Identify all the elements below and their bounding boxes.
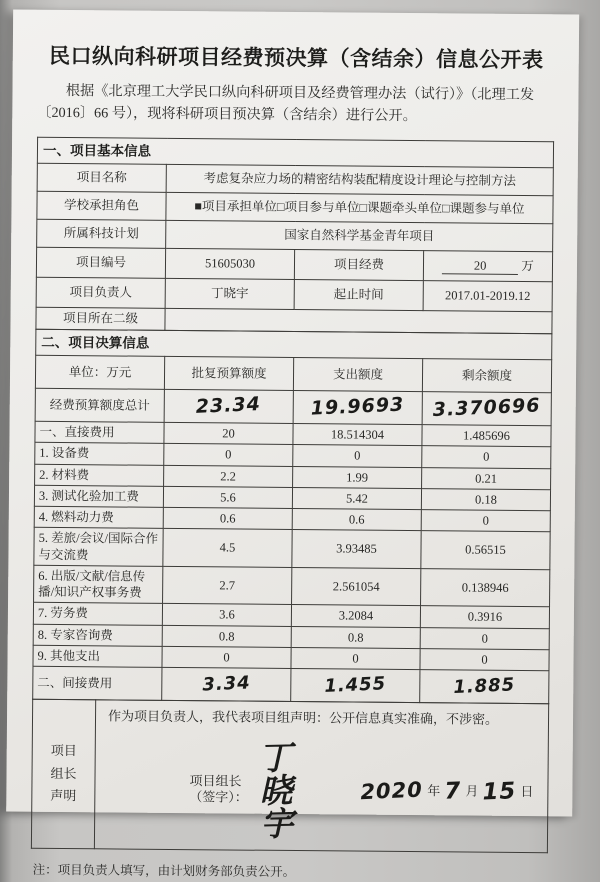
declaration-row xyxy=(31,699,548,852)
month-unit-label: 月 xyxy=(465,783,479,799)
declaration-side-label: 项目 组长 声明 xyxy=(31,699,95,848)
project-number-value: 51605030 xyxy=(165,248,294,279)
project-name-value: 考虑复杂应力场的精密结构装配精度设计理论与控制方法 xyxy=(166,164,553,195)
item-budget: 0.6 xyxy=(163,507,292,529)
item-remaining: 0 xyxy=(420,627,549,649)
program-value: 国家自然科学基金青年项目 xyxy=(166,220,553,251)
item-label: 4. 燃料动力费 xyxy=(34,506,163,528)
item-budget: 5.6 xyxy=(163,486,292,508)
item-remaining: 0.3916 xyxy=(420,606,549,628)
pi-label: 项目负责人 xyxy=(36,277,165,308)
item-spent: 0.6 xyxy=(292,509,421,531)
item-spent: 18.514304 xyxy=(293,424,422,446)
item-budget: 2.7 xyxy=(163,566,292,605)
declaration-body xyxy=(94,700,548,853)
item-label: 一、直接费用 xyxy=(35,421,164,443)
total-label: 经费预算额度总计 xyxy=(35,388,164,422)
item-remaining: 0 xyxy=(420,648,549,670)
item-remaining: 0 xyxy=(422,446,551,468)
total-budget-handwritten: 23.34 xyxy=(164,389,293,423)
budget-section-title: 二、项目决算信息 xyxy=(36,329,552,360)
item-budget: 0.8 xyxy=(162,625,291,647)
item-label: 2. 材料费 xyxy=(35,464,164,486)
funds-value-cell xyxy=(423,251,552,282)
sign-month-handwritten: 7 xyxy=(443,777,462,805)
item-spent: 3.2084 xyxy=(291,605,420,627)
sign-label: 项目组长（签字）： xyxy=(189,772,248,806)
item-label: 9. 其他支出 xyxy=(33,645,162,667)
budget-column-header-row xyxy=(35,355,551,393)
paper-sheet xyxy=(6,10,579,879)
project-number-label: 项目编号 xyxy=(36,247,165,278)
indirect-budget-handwritten: 3.34 xyxy=(162,667,291,701)
document-title: 民口纵向科研项目经费预决算（含结余）信息公开表 xyxy=(48,43,544,73)
item-budget: 0 xyxy=(162,646,291,668)
budget-item-row xyxy=(34,565,550,607)
item-remaining: 1.485696 xyxy=(422,425,551,447)
total-remaining-handwritten: 3.370696 xyxy=(422,392,551,426)
footnote: 注：项目负责人填写，由计划财务部负责公开。 xyxy=(32,862,296,879)
item-budget: 4.5 xyxy=(163,529,292,568)
indirect-remaining-handwritten: 1.885 xyxy=(420,670,549,704)
signature-date xyxy=(360,777,538,806)
item-remaining: 0.18 xyxy=(421,488,550,510)
item-spent: 0 xyxy=(291,647,420,669)
item-label: 7. 劳务费 xyxy=(33,602,162,624)
sign-year-handwritten: 2020 xyxy=(360,777,424,805)
item-label: 5. 差旅/会议/国际合作与交流费 xyxy=(34,528,163,567)
item-remaining: 0.21 xyxy=(422,467,551,489)
basic-info-table xyxy=(35,137,554,335)
basic-info-section-title: 一、项目基本信息 xyxy=(37,137,553,168)
period-label: 起止时间 xyxy=(294,280,423,311)
pi-value: 丁晓宇 xyxy=(165,278,294,309)
table-row xyxy=(37,163,553,196)
column-header-remaining: 剩余额度 xyxy=(422,359,551,393)
item-label: 3. 测试化验加工费 xyxy=(34,485,163,507)
item-budget: 20 xyxy=(164,422,293,444)
project-name-label: 项目名称 xyxy=(37,163,166,192)
funds-amount: 20 xyxy=(442,257,518,275)
year-unit-label: 年 xyxy=(427,783,441,799)
indirect-label: 二、间接费用 xyxy=(33,666,162,700)
item-spent: 1.99 xyxy=(293,466,422,488)
table-row xyxy=(37,191,553,224)
table-row xyxy=(36,277,552,312)
unit-label: 单位：万元 xyxy=(35,355,164,389)
item-spent: 0.8 xyxy=(291,626,420,648)
funds-unit: 万 xyxy=(521,258,534,273)
total-spent-handwritten: 19.9693 xyxy=(293,391,422,425)
item-label: 8. 专家咨询费 xyxy=(33,624,162,646)
budget-table xyxy=(32,329,552,704)
funds-label: 项目经费 xyxy=(294,250,423,281)
item-budget: 2.2 xyxy=(164,465,293,487)
item-remaining: 0.56515 xyxy=(421,531,550,570)
column-header-budget: 批复预算额度 xyxy=(164,356,293,390)
item-budget: 0 xyxy=(164,444,293,466)
declaration-table xyxy=(31,699,549,853)
leader-signature-handwritten: 丁晓宇 xyxy=(258,737,297,844)
budget-rows xyxy=(33,421,551,670)
item-remaining: 0 xyxy=(421,510,550,532)
dept-label: 项目所在二级 xyxy=(36,307,165,330)
item-spent: 3.93485 xyxy=(292,530,421,569)
item-spent: 5.42 xyxy=(292,487,421,509)
table-row xyxy=(37,219,553,252)
sign-day-handwritten: 15 xyxy=(481,777,517,806)
item-budget: 3.6 xyxy=(162,604,291,626)
intro-paragraph: 根据《北京理工大学民口纵向科研项目及经费管理办法（试行）》（北理工发〔2016〕66 号），现将科研项目预决算（含结余）进行公开。 xyxy=(37,83,535,125)
budget-item-row xyxy=(34,528,550,570)
budget-total-row xyxy=(35,388,551,426)
table-row xyxy=(36,247,552,282)
item-remaining: 0.138946 xyxy=(421,568,550,607)
role-label: 学校承担角色 xyxy=(37,191,166,220)
indirect-spent-handwritten: 1.455 xyxy=(291,668,420,702)
period-value: 2017.01-2019.12 xyxy=(423,281,552,312)
day-unit-label: 日 xyxy=(520,783,534,800)
role-checkbox-options: ■项目承担单位□项目参与单位□课题牵头单位□课题参与单位 xyxy=(166,192,553,223)
item-spent: 2.561054 xyxy=(292,567,421,606)
item-label: 6. 出版/文献/信息传播/知识产权事务费 xyxy=(34,565,163,604)
declaration-statement: 作为项目负责人，我代表项目组声明：公开信息真实准确，不涉密。 xyxy=(107,708,499,727)
column-header-spent: 支出额度 xyxy=(293,358,422,392)
item-label: 1. 设备费 xyxy=(35,443,164,465)
budget-indirect-row xyxy=(33,666,549,704)
signature-line xyxy=(107,739,538,842)
program-label: 所属科技计划 xyxy=(37,219,166,248)
item-spent: 0 xyxy=(293,445,422,467)
